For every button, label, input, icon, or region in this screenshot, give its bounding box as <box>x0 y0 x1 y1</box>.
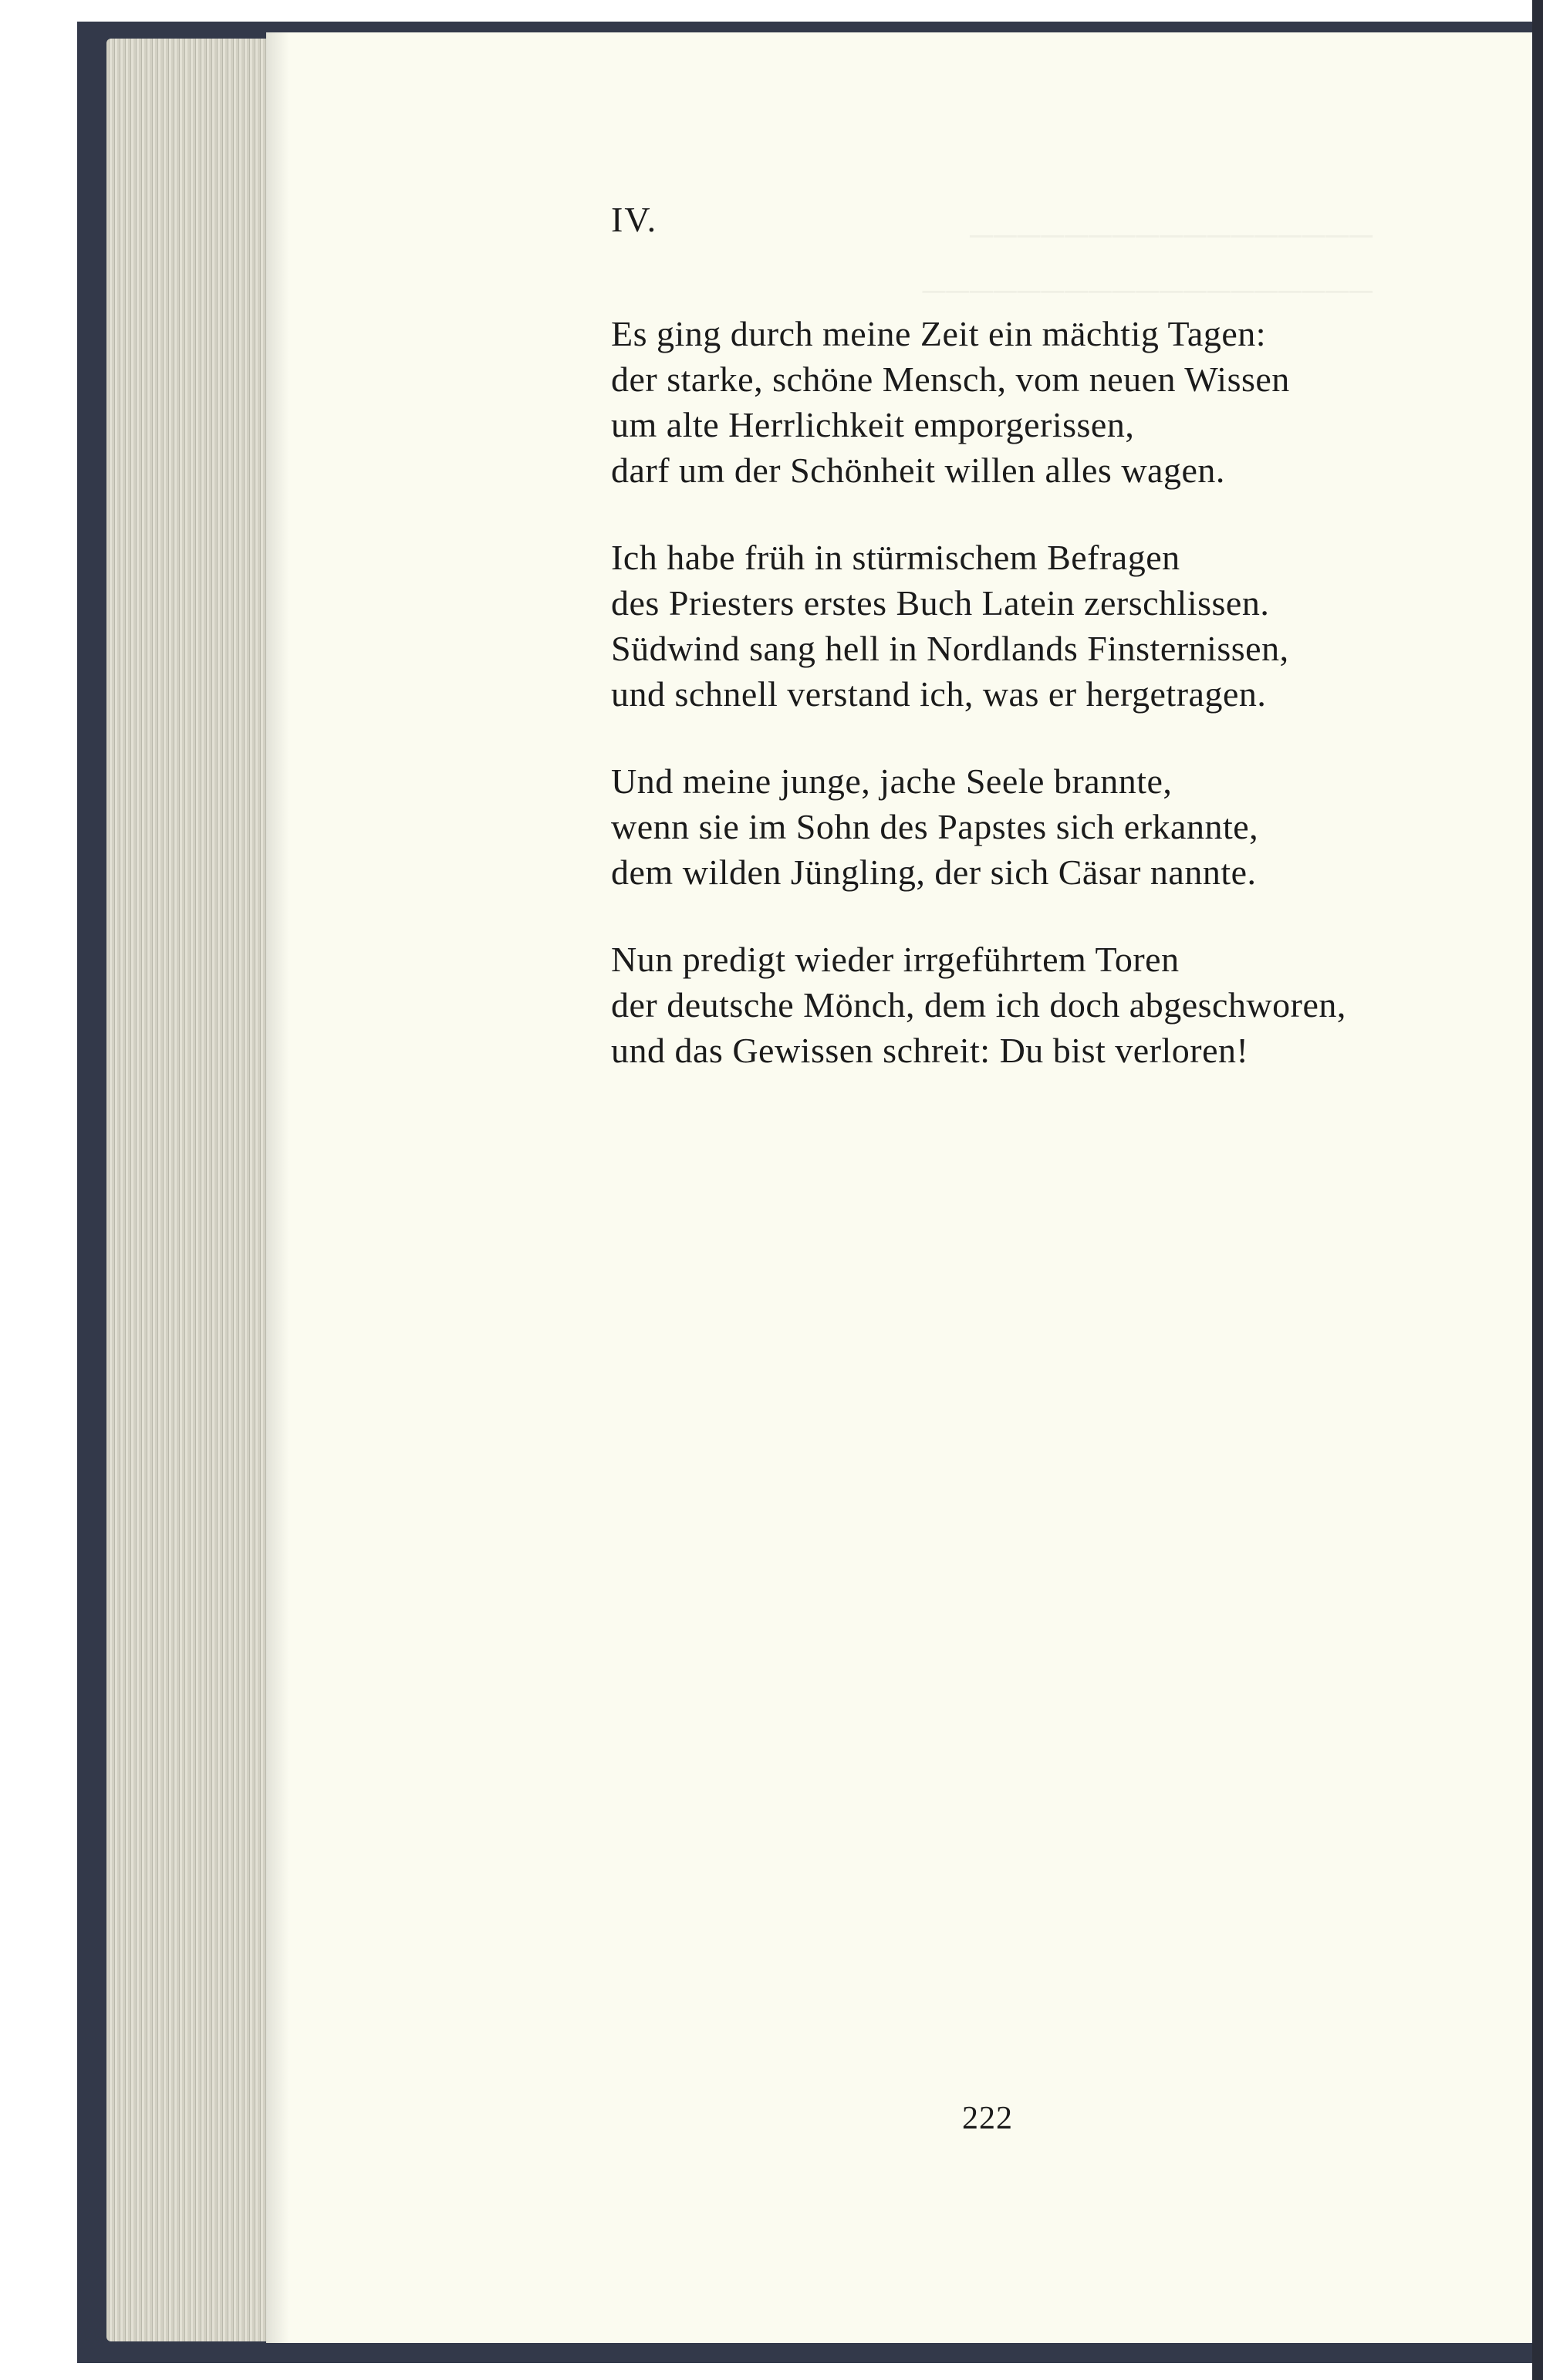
page-gutter-shadow <box>266 32 289 2343</box>
page-stack-edge <box>106 39 276 2341</box>
poem-line: Ich habe früh in stürmischem Befragen <box>611 538 1180 577</box>
cover-right-edge <box>1532 0 1543 2380</box>
poem-line: wenn sie im Sohn des Papstes sich erkannte, <box>611 807 1259 846</box>
poem-line: des Priesters erstes Buch Latein zerschlissen. <box>611 583 1270 623</box>
stanza <box>611 311 1498 493</box>
poem-line: Es ging durch meine Zeit ein mächtig Tagen: <box>611 314 1267 353</box>
poem-line: der deutsche Mönch, dem ich doch abgeschworen, <box>611 985 1346 1025</box>
stanza <box>611 535 1498 717</box>
poem-block <box>611 197 1498 1115</box>
poem-line: dem wilden Jüngling, der sich Cäsar nannte. <box>611 852 1257 892</box>
poem-line: darf um der Schönheit willen alles wagen. <box>611 451 1225 490</box>
section-number: IV. <box>611 200 658 239</box>
stanza <box>611 758 1498 895</box>
poem-line: Und meine junge, jache Seele brannte, <box>611 761 1173 801</box>
page-number: 222 <box>962 2101 1013 2136</box>
stanza <box>611 937 1498 1073</box>
poem-line: Nun predigt wieder irrgeführtem Toren <box>611 940 1180 979</box>
poem-line: der starke, schöne Mensch, vom neuen Wissen <box>611 360 1290 399</box>
poem-line: Südwind sang hell in Nordlands Finsternissen, <box>611 629 1289 668</box>
poem-line: um alte Herrlichkeit emporgerissen, <box>611 405 1135 444</box>
poem-line: und das Gewissen schreit: Du bist verloren! <box>611 1031 1249 1070</box>
poem-line: und schnell verstand ich, was er hergetragen. <box>611 674 1267 714</box>
